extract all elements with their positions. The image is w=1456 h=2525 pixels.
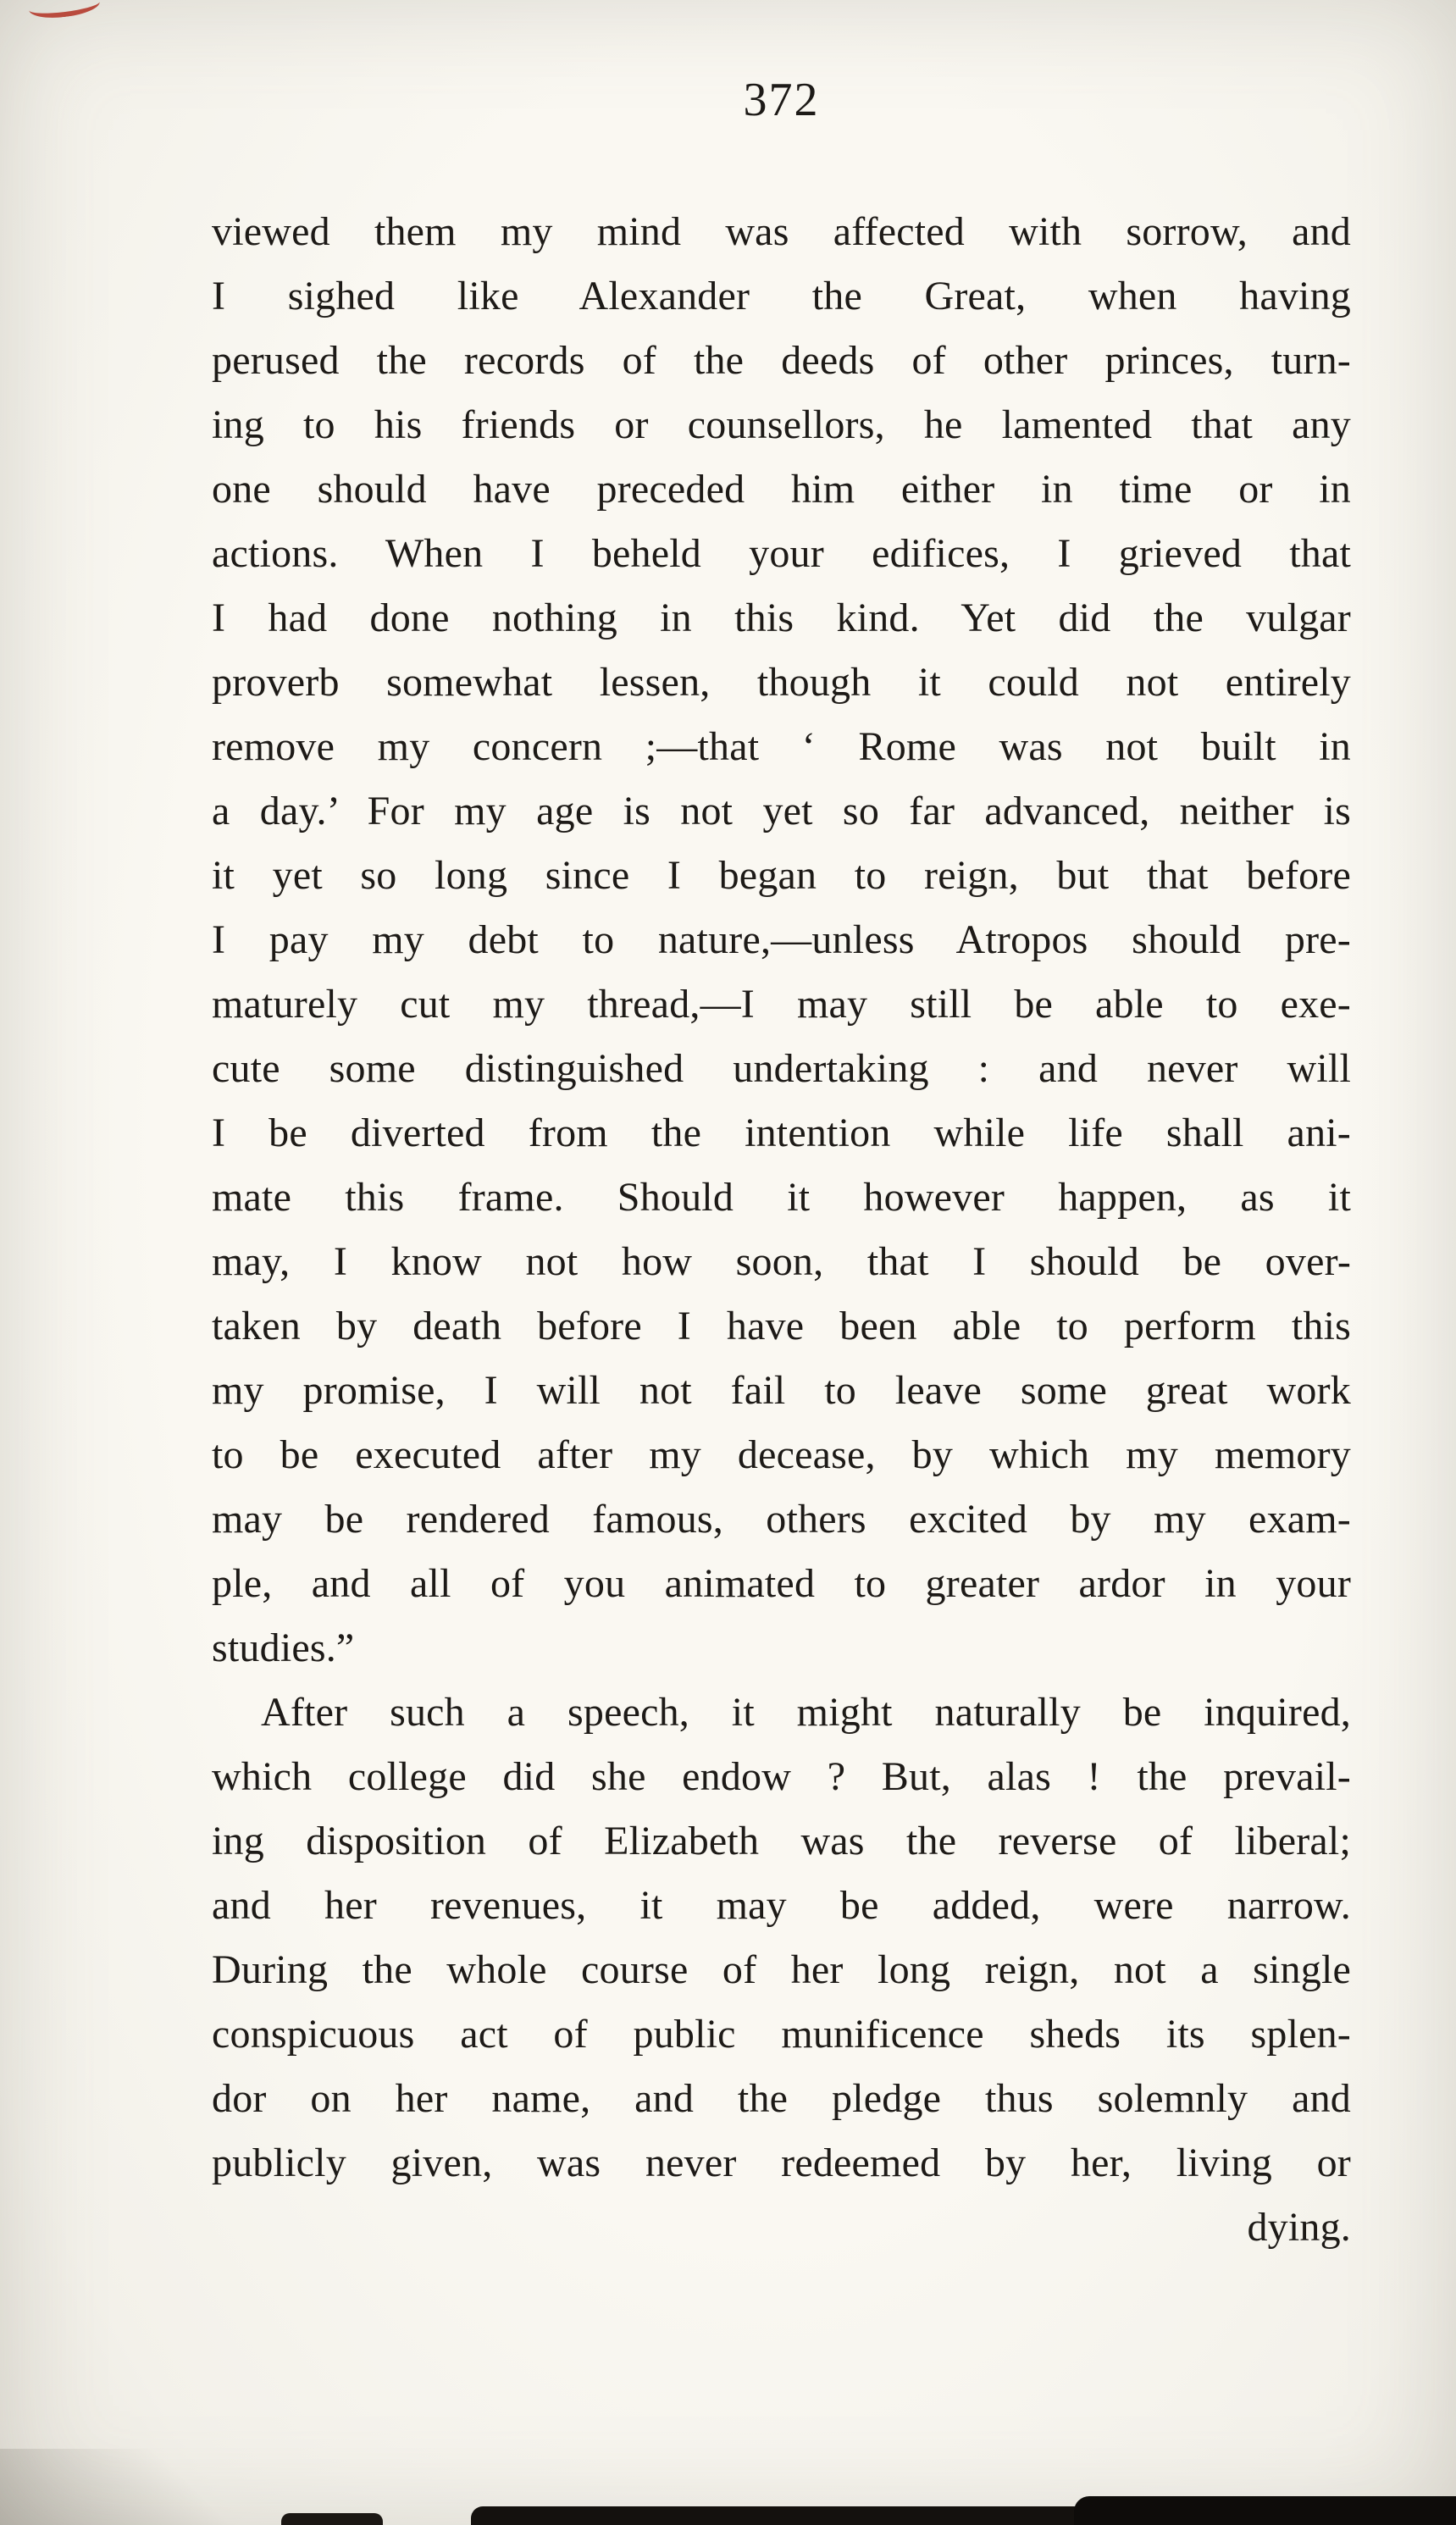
text-line: studies.” (212, 1625, 355, 1670)
text-line: one should have preceded him either in time or in (212, 467, 1351, 512)
text-line: may be rendered famous, others excited by my exam- (212, 1497, 1351, 1542)
text-line: maturely cut my thread,—I may still be able to exe- (212, 982, 1351, 1027)
text-line: ple, and all of you animated to greater ardor in your (212, 1561, 1351, 1606)
text-line: may, I know not how soon, that I should be over- (212, 1239, 1351, 1284)
scan-edge-strip-thick (1074, 2496, 1456, 2525)
text-block (212, 200, 1351, 2260)
text-line: ing disposition of Elizabeth was the reverse of liberal; (212, 1819, 1351, 1863)
page-number: 372 (743, 74, 820, 126)
text-line: which college did she endow ? But, alas ! the prevail- (212, 1754, 1351, 1799)
scan-corner-shade (0, 2449, 254, 2525)
text-line: publicly given, was never redeemed by her, living or (212, 2140, 1351, 2185)
scan-edge-blob (281, 2513, 383, 2525)
text-line: After such a speech, it might naturally be inquired, (261, 1690, 1351, 1735)
text-line: cute some distinguished undertaking : and never will (212, 1046, 1351, 1091)
text-line: it yet so long since I began to reign, but that before (212, 853, 1351, 898)
text-line: conspicuous act of public munificence sheds its splen- (212, 2012, 1351, 2057)
text-line: to be executed after my decease, by which my memory (212, 1432, 1351, 1477)
text-line: I pay my debt to nature,—unless Atropos should pre- (212, 917, 1351, 962)
scan-red-mark (28, 0, 102, 21)
text-line: viewed them my mind was affected with sorrow, and (212, 209, 1351, 254)
text-line: I sighed like Alexander the Great, when having (212, 274, 1351, 318)
text-line: dor on her name, and the pledge thus solemnly and (212, 2076, 1351, 2121)
text-line: proverb somewhat lessen, though it could not entirely (212, 660, 1351, 705)
text-line: I had done nothing in this kind. Yet did the vulgar (212, 595, 1351, 640)
text-line: taken by death before I have been able to perform this (212, 1304, 1351, 1348)
text-line: remove my concern ;—that ‘ Rome was not built in (212, 724, 1351, 769)
text-line: perused the records of the deeds of other princes, turn- (212, 338, 1351, 383)
text-line: I be diverted from the intention while life shall ani- (212, 1110, 1351, 1155)
text-line: and her revenues, it may be added, were narrow. (212, 1883, 1351, 1928)
text-line-closing: dying. (1247, 2205, 1351, 2250)
text-line: During the whole course of her long reign, not a single (212, 1947, 1351, 1992)
text-line: mate this frame. Should it however happen, as it (212, 1175, 1351, 1220)
text-line: a day.’ For my age is not yet so far advanced, neither is (212, 789, 1351, 833)
text-line: ing to his friends or counsellors, he lamented that any (212, 402, 1351, 447)
text-line: actions. When I beheld your edifices, I grieved that (212, 531, 1351, 576)
text-line: my promise, I will not fail to leave some great work (212, 1368, 1351, 1413)
